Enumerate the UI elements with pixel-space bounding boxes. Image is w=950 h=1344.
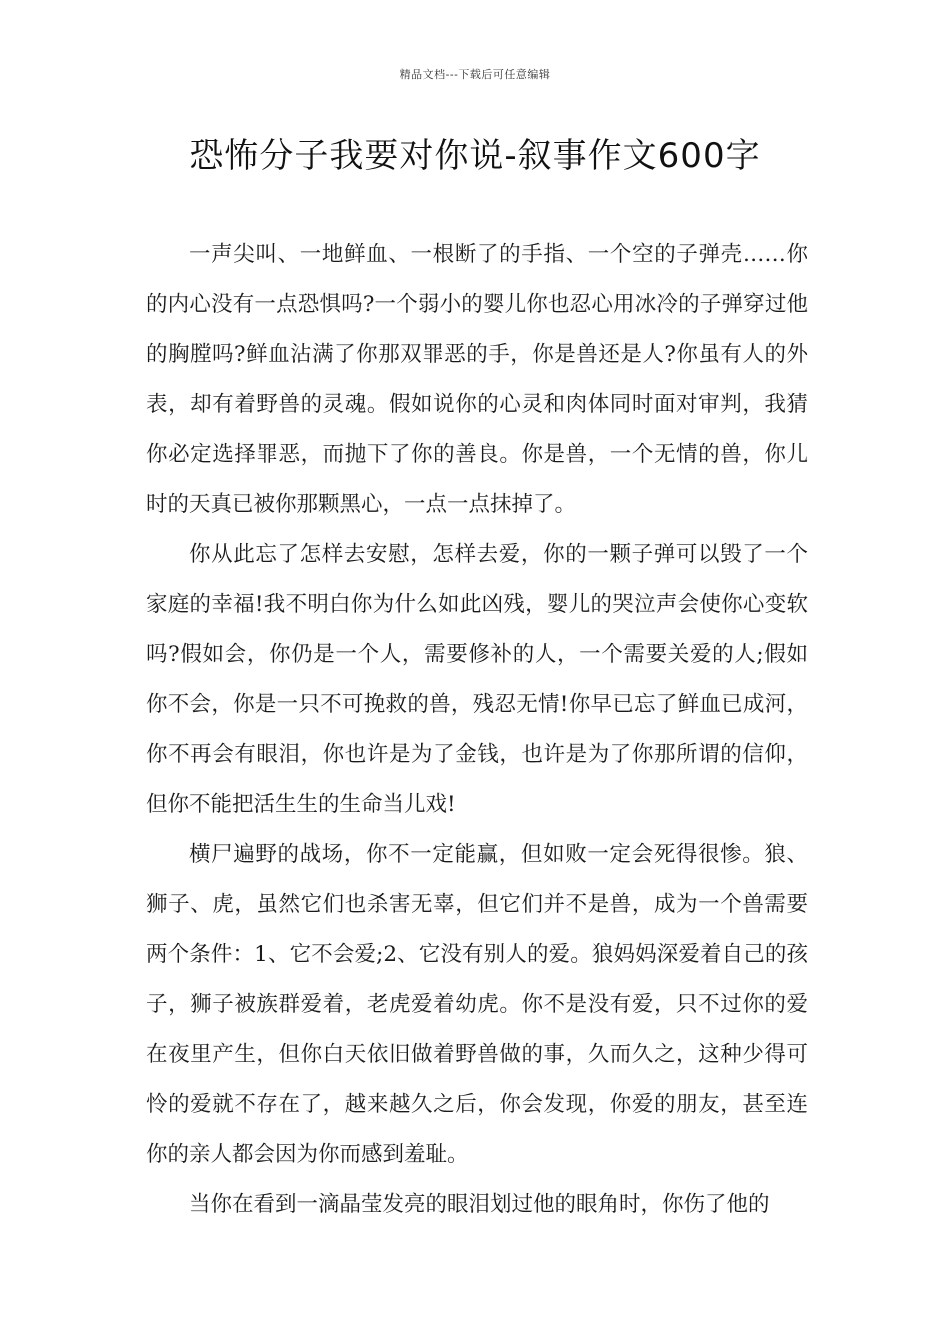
paragraph: 横尸遍野的战场，你不一定能赢，但如败一定会死得很惨。狼、狮子、虎，虽然它们也杀害无辜，但它们并不是兽，成为一个兽需要两个条件：1、它不会爱;2、它没有别人的爱。狼妈妈深爱着自己的孩子，狮子被族群爱着，老虎爱着幼虎。你不是没有爱，只不过你的爱在夜里产生，但你白天依旧做着野兽做的事，久而久之，这种少得可怜的爱就不存在了，越来越久之后，你会发现，你爱的朋友，甚至连你的亲人都会因为你而感到羞耻。 xyxy=(146,842,808,1167)
document-title: 恐怖分子我要对你说-叙事作文600字 xyxy=(189,136,761,176)
paragraph: 一声尖叫、一地鲜血、一根断了的手指、一个空的子弹壳……你的内心没有一点恐惧吗?一个弱小的婴儿你也忍心用冰冷的子弹穿过他的胸膛吗?鲜血沾满了你那双罪恶的手，你是兽还是人?你虽有人的外表，却有着野兽的灵魂。假如说你的心灵和肉体同时面对审判，我猜你必定选择罪恶，而抛下了你的善良。你是兽，一个无情的兽，你儿时的天真已被你那颗黑心，一点一点抹掉了。 xyxy=(146,242,808,517)
paragraph: 你从此忘了怎样去安慰，怎样去爱，你的一颗子弹可以毁了一个家庭的幸福!我不明白你为什么如此凶残，婴儿的哭泣声会使你心变软吗?假如会，你仍是一个人，需要修补的人，一个需要关爱的人;假如你不会，你是一只不可挽救的兽，残忍无情!你早已忘了鲜血已成河，你不再会有眼泪，你也许是为了金钱，也许是为了你那所谓的信仰，但你不能把活生生的生命当儿戏! xyxy=(146,542,808,817)
paragraph: 当你在看到一滴晶莹发亮的眼泪划过他的眼角时，你伤了他的 xyxy=(189,1192,770,1217)
header-note: 精品文档---下载后可任意编辑 xyxy=(399,68,551,81)
document-body xyxy=(146,230,808,1230)
